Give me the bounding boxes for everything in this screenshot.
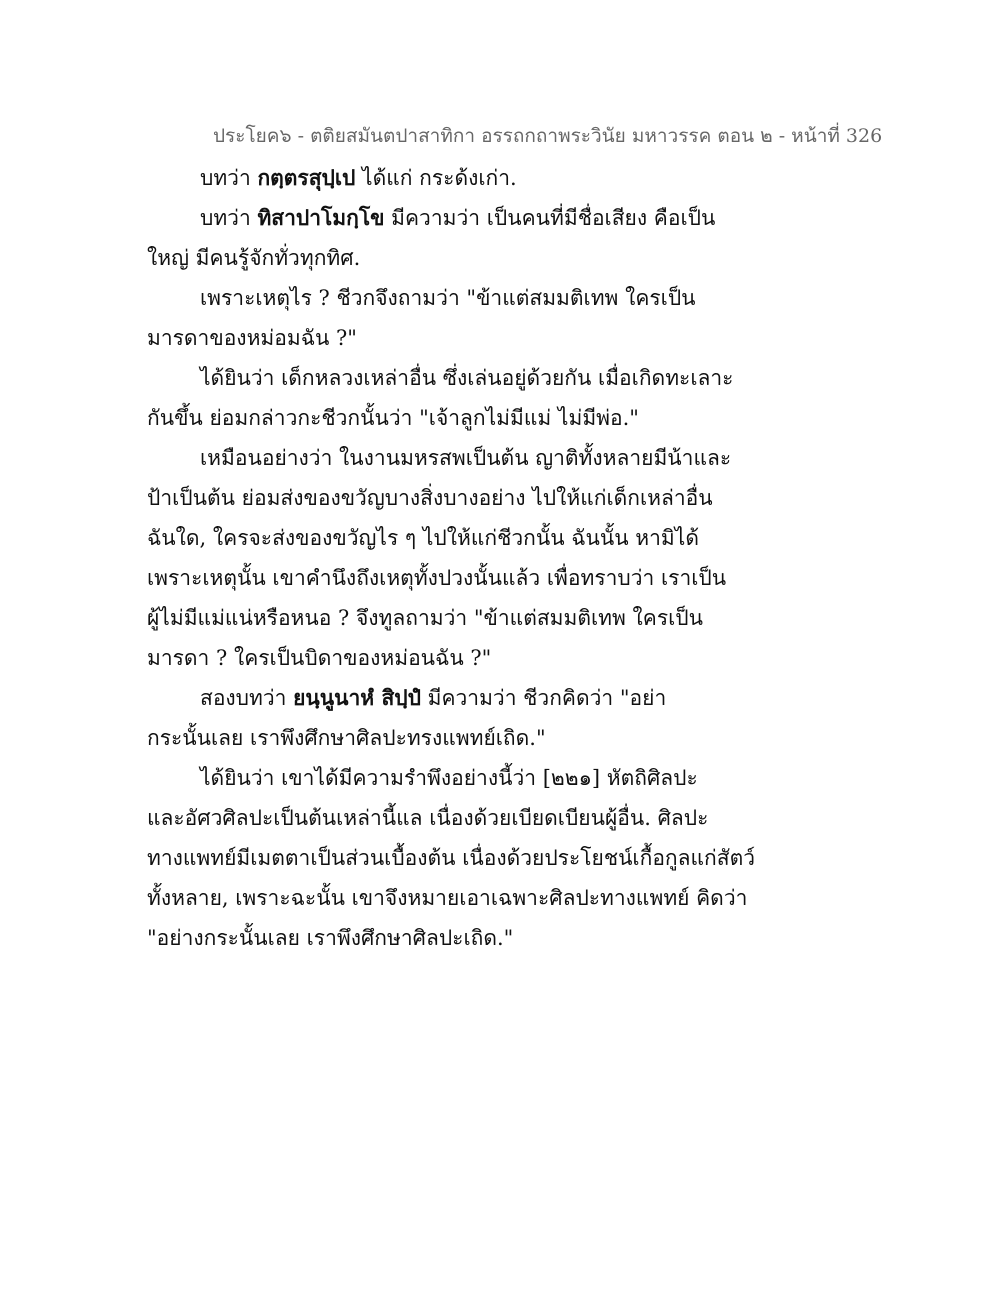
text-line: ฉันใด, ใครจะส่งของขวัญไร ๆ ไปให้แก่ชีวกนั้น ฉันนั้น หามิได้ [147, 526, 699, 550]
text-line: เหมือนอย่างว่า ในงานมหรสพเป็นต้น ญาติทั้งหลายมีน้าและ [200, 446, 732, 470]
document-body [147, 158, 756, 958]
text-line: มารดา ? ใครเป็นบิดาของหม่อนฉัน ?" [147, 646, 492, 670]
text-line: สองบทว่า ยนฺนูนาหํ สิปฺปํ มีความว่า ชีวกคิดว่า "อย่า [200, 685, 667, 710]
text-line: เพราะเหตุนั้น เขาคำนึงถึงเหตุทั้งปวงนั้นแล้ว เพื่อทราบว่า เราเป็น [147, 566, 727, 590]
paragraph [147, 198, 716, 278]
text-line: ป้าเป็นต้น ย่อมส่งของขวัญบางสิ่งบางอย่าง ไปให้แก่เด็กเหล่าอื่น [147, 486, 713, 510]
page-header: ประโยค๖ - ตติยสมันตปาสาทิกา อรรถกถาพระวินัย มหาวรรค ตอน ๒ - หน้าที่ 326 [213, 125, 883, 147]
paragraph [147, 678, 707, 758]
text-line: ทั้งหลาย, เพราะฉะนั้น เขาจึงหมายเอาเฉพาะศิลปะทางแพทย์ คิดว่า [147, 886, 748, 910]
text-line: เพราะเหตุไร ? ชีวกจึงถามว่า "ข้าแต่สมมติเทพ ใครเป็น [200, 286, 696, 310]
text-line: "อย่างกระนั้นเลย เราพึงศึกษาศิลปะเถิด." [147, 926, 514, 950]
text-line: กันขึ้น ย่อมกล่าวกะชีวกนั้นว่า "เจ้าลูกไม่มีแม่ ไม่มีพ่อ." [147, 406, 639, 430]
pali-term: กตฺตรสุปฺเป [257, 165, 356, 190]
pali-term: ทิสาปาโมกฺโข [257, 205, 385, 230]
paragraph [147, 758, 756, 958]
text-line: ได้ยินว่า เขาได้มีความรำพึงอย่างนี้ว่า [๒๒๑] หัตถิศิลปะ [200, 766, 698, 790]
text-line: และอัศวศิลปะเป็นต้นเหล่านี้แล เนื่องด้วยเบียดเบียนผู้อื่น. ศิลปะ [147, 806, 709, 830]
paragraph [147, 158, 707, 198]
pali-term: ยนฺนูนาหํ สิปฺปํ [293, 685, 421, 710]
text-line: บทว่า กตฺตรสุปฺเป ได้แก่ กระด้งเก่า. [200, 165, 517, 190]
text-line: กระนั้นเลย เราพึงศึกษาศิลปะทรงแพทย์เถิด." [147, 726, 546, 750]
text-line: บทว่า ทิสาปาโมกฺโข มีความว่า เป็นคนที่มีชื่อเสียง คือเป็น [200, 205, 716, 230]
text-line: ทางแพทย์มีเมตตาเป็นส่วนเบื้องต้น เนื่องด้วยประโยชน์เกื้อกูลแก่สัตว์ [147, 846, 756, 870]
paragraph [147, 278, 707, 358]
text-line: ได้ยินว่า เด็กหลวงเหล่าอื่น ซึ่งเล่นอยู่ด้วยกัน เมื่อเกิดทะเลาะ [200, 366, 734, 390]
paragraph [147, 358, 734, 438]
text-line: ใหญ่ มีคนรู้จักทั่วทุกทิศ. [147, 246, 361, 270]
paragraph [147, 438, 732, 678]
text-line: ผู้ไม่มีแม่แน่หรือหนอ ? จึงทูลถามว่า "ข้าแต่สมมติเทพ ใครเป็น [147, 606, 703, 630]
text-line: มารดาของหม่อมฉัน ?" [147, 326, 357, 350]
